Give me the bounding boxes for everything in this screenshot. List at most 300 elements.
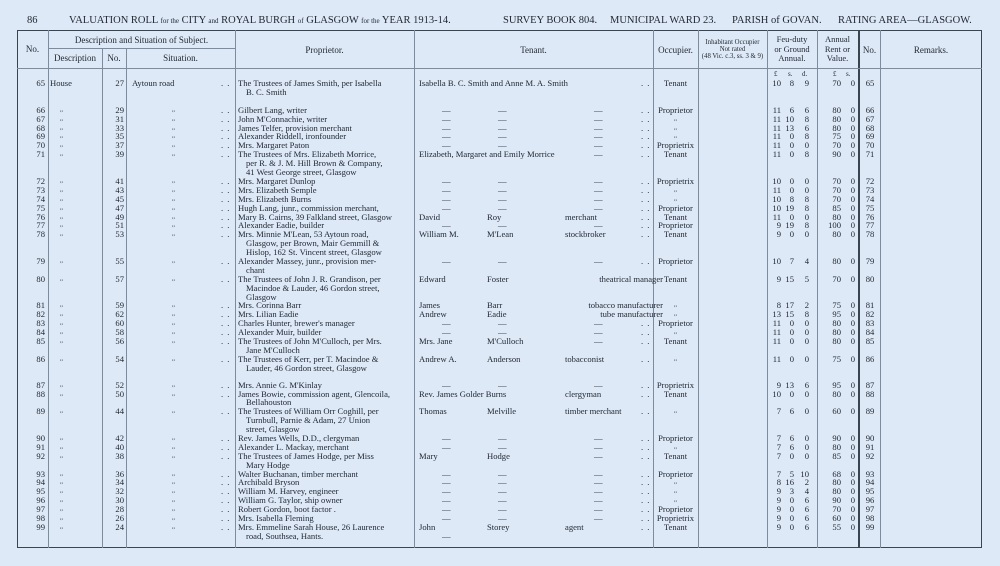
description: ,, bbox=[60, 338, 63, 345]
situation-dots: . . bbox=[221, 441, 231, 452]
street-number: 50 bbox=[115, 388, 124, 399]
header-line: Value. bbox=[826, 53, 849, 63]
tenant-dots: . . bbox=[641, 406, 651, 417]
rent-pounds: 85 bbox=[832, 202, 841, 213]
header-line: or Ground bbox=[774, 43, 810, 54]
tenant-occupation: — bbox=[594, 202, 603, 213]
page-number: 86 bbox=[27, 15, 38, 26]
situation-dots: . . bbox=[221, 486, 231, 497]
table-row bbox=[17, 257, 982, 275]
feu-pence: 0 bbox=[804, 336, 809, 347]
rent-shillings: 0 bbox=[850, 432, 855, 443]
feu-pounds: 11 bbox=[772, 211, 781, 222]
situation-dots: . . bbox=[221, 149, 231, 160]
feu-shillings: 0 bbox=[789, 140, 794, 151]
street-number: 54 bbox=[115, 353, 124, 364]
tenant-dots: . . bbox=[641, 353, 651, 364]
rent-shillings: 0 bbox=[850, 450, 855, 461]
proprietor-line: Mary B. Cairns, 39 Falkland street, Glasgow bbox=[238, 211, 392, 222]
entry-number: 88 bbox=[36, 388, 45, 399]
tenant-dots: . . bbox=[641, 229, 651, 240]
feu-pence: 2 bbox=[804, 300, 809, 311]
tenant-surname: — bbox=[498, 486, 507, 497]
rent-shillings: 0 bbox=[850, 336, 855, 347]
occupier: Tenant bbox=[663, 211, 688, 222]
rent-shillings: 0 bbox=[850, 300, 855, 311]
occupier: ,, bbox=[674, 443, 677, 450]
street-number: 41 bbox=[115, 175, 124, 186]
feu-pence: 6 bbox=[804, 521, 809, 532]
tenant-dots: . . bbox=[641, 122, 651, 133]
proprietor-line: Mary Hodge bbox=[246, 459, 290, 470]
feu-pounds: 11 bbox=[772, 353, 781, 364]
situation: ,, bbox=[172, 523, 175, 530]
feu-pence: 0 bbox=[804, 441, 809, 452]
entry-number-right: 98 bbox=[865, 513, 875, 524]
street-number: 29 bbox=[115, 104, 124, 115]
street-number: 33 bbox=[115, 122, 124, 133]
entry-number: 79 bbox=[36, 255, 45, 266]
feu-shillings: 0 bbox=[789, 336, 794, 347]
proprietor-line: Alexander Riddell, ironfounder bbox=[238, 131, 347, 142]
entry-number-right: 74 bbox=[865, 193, 875, 204]
title-part: and bbox=[208, 17, 219, 25]
description: ,, bbox=[60, 302, 63, 309]
situation-dots: . . bbox=[221, 175, 231, 186]
proprietor bbox=[238, 390, 414, 408]
proprietor-line: The Trustees of James Hodge, per Miss bbox=[238, 450, 374, 461]
situation-dots: . . bbox=[221, 122, 231, 133]
occupier: Proprietor bbox=[658, 318, 693, 329]
tenant-dots: . . bbox=[641, 104, 651, 115]
feu-shillings: 3 bbox=[789, 486, 794, 497]
entry-number-right: 94 bbox=[865, 477, 875, 488]
tenant-surname: — bbox=[498, 468, 507, 479]
tenant-surname: — bbox=[498, 202, 507, 213]
feu-pounds: 9 bbox=[776, 504, 781, 515]
situation: ,, bbox=[172, 133, 175, 140]
feu-pounds: 9 bbox=[776, 379, 781, 390]
street-number: 57 bbox=[115, 273, 124, 284]
tenant-first-name: — bbox=[442, 486, 451, 497]
rent-shillings: 0 bbox=[850, 406, 855, 417]
occupier: ,, bbox=[674, 195, 677, 202]
occupier: ,, bbox=[674, 124, 677, 131]
proprietor-line: Macindoe & Lauder, 46 Gordon street, bbox=[246, 282, 380, 293]
feu-pounds: 11 bbox=[772, 113, 781, 124]
street-number: 43 bbox=[115, 184, 124, 195]
tenant-surname: — bbox=[498, 513, 507, 524]
feu-shillings: 15 bbox=[785, 309, 794, 320]
unit-pounds: £ bbox=[774, 70, 778, 78]
tenant-occupation: timber merchant bbox=[565, 406, 622, 417]
tenant-dots: . . bbox=[641, 211, 651, 222]
description: ,, bbox=[60, 186, 63, 193]
rent-pounds: 80 bbox=[832, 122, 841, 133]
tenant-occupation: — bbox=[594, 175, 603, 186]
description: ,, bbox=[60, 434, 63, 441]
proprietor bbox=[238, 355, 414, 373]
street-number: 58 bbox=[115, 327, 124, 338]
situation: ,, bbox=[172, 106, 175, 113]
feu-pence: 6 bbox=[804, 379, 809, 390]
rent-shillings: 0 bbox=[850, 193, 855, 204]
tenant-first-name: Andrew A. bbox=[419, 353, 457, 364]
situation: ,, bbox=[172, 195, 175, 202]
proprietor-line: Mrs. Corinna Barr bbox=[238, 300, 302, 311]
feu-pounds: 10 bbox=[772, 175, 781, 186]
description: ,, bbox=[60, 506, 63, 513]
street-number: 45 bbox=[115, 193, 124, 204]
unit-pounds-rent: £ bbox=[833, 70, 837, 78]
tenant-occupation: — bbox=[594, 327, 603, 338]
tenant-name: Isabella B. C. Smith and Anne M. A. Smith bbox=[419, 78, 568, 88]
valuation-table-body bbox=[17, 79, 982, 541]
tenant-dots: . . bbox=[641, 78, 651, 88]
rent-shillings: 0 bbox=[850, 104, 855, 115]
proprietor-line: Alexander Massey, junr., provision mer- bbox=[238, 255, 377, 266]
street-number: 39 bbox=[115, 149, 124, 160]
entry-number: 78 bbox=[36, 229, 45, 240]
rent-shillings: 0 bbox=[850, 513, 855, 524]
tenant-first-name: — bbox=[442, 327, 451, 338]
tenant-occupation: — bbox=[594, 336, 603, 347]
proprietor-line: Charles Hunter, brewer's manager bbox=[238, 318, 355, 329]
tenant-surname: — bbox=[498, 432, 507, 443]
feu-shillings: 17 bbox=[785, 300, 794, 311]
feu-pounds: 10 bbox=[772, 202, 781, 213]
tenant-first-name: — bbox=[442, 513, 451, 524]
municipal-ward: MUNICIPAL WARD 23. bbox=[610, 15, 717, 26]
situation: ,, bbox=[172, 177, 175, 184]
tenant-occupation: — bbox=[594, 504, 603, 515]
tenant-first-name: Thomas bbox=[419, 406, 447, 417]
rating-area: RATING AREA—GLASGOW. bbox=[838, 15, 972, 26]
tenant-surname: — bbox=[498, 175, 507, 186]
rent-shillings: 0 bbox=[850, 202, 855, 213]
feu-pounds: 11 bbox=[772, 336, 781, 347]
feu-pounds: 7 bbox=[776, 450, 781, 461]
entry-number: 86 bbox=[36, 353, 45, 364]
tenant-first-name: — bbox=[442, 193, 451, 204]
situation-dots: . . bbox=[221, 327, 231, 338]
situation: ,, bbox=[172, 497, 175, 504]
rent-pounds: 80 bbox=[832, 104, 841, 115]
tenant-dots: . . bbox=[641, 432, 651, 443]
proprietor bbox=[238, 523, 414, 541]
header-line: Annual bbox=[824, 34, 851, 44]
rent-pounds: 85 bbox=[832, 450, 841, 461]
entry-number: 67 bbox=[36, 113, 45, 124]
situation: ,, bbox=[172, 443, 175, 450]
rent-pounds: 70 bbox=[832, 78, 841, 88]
tenant-surname: — bbox=[498, 477, 507, 488]
feu-shillings: 0 bbox=[789, 131, 794, 142]
tenant-first-name: Rev. James Golder Burns bbox=[419, 388, 507, 399]
street-number: 36 bbox=[115, 468, 124, 479]
entry-number-right: 88 bbox=[865, 388, 875, 399]
entry-number-right: 75 bbox=[865, 202, 875, 213]
description: ,, bbox=[60, 213, 63, 220]
situation-dots: . . bbox=[221, 104, 231, 115]
rent-pounds: 90 bbox=[832, 495, 841, 506]
proprietor-line: John M'Connachie, writer bbox=[238, 113, 328, 124]
header-rule bbox=[17, 68, 982, 69]
tenant-first-name: William M. bbox=[419, 229, 459, 240]
feu-pence: 0 bbox=[804, 388, 809, 399]
tenant-occupation: clergyman bbox=[565, 388, 602, 399]
rent-pounds: 80 bbox=[832, 441, 841, 452]
feu-pounds: 11 bbox=[772, 140, 781, 151]
situation: ,, bbox=[172, 355, 175, 362]
street-number: 49 bbox=[115, 211, 124, 222]
tenant-first-name: — bbox=[442, 477, 451, 488]
tenant-occupation: — bbox=[594, 220, 603, 231]
tenant-dots: . . bbox=[641, 477, 651, 488]
rent-shillings: 0 bbox=[850, 309, 855, 320]
occupier: ,, bbox=[674, 115, 677, 122]
proprietor bbox=[238, 407, 414, 434]
header-annual-rent bbox=[817, 35, 858, 64]
rent-shillings: 0 bbox=[850, 140, 855, 151]
entry-number: 87 bbox=[36, 379, 45, 390]
title-part: ROYAL BURGH bbox=[221, 15, 296, 26]
tenant-first-name: James bbox=[419, 300, 441, 311]
tenant-dots: . . bbox=[641, 327, 651, 338]
rent-shillings: 0 bbox=[850, 388, 855, 399]
feu-pence: 6 bbox=[804, 513, 809, 524]
situation-dots: . . bbox=[221, 388, 231, 399]
title-part: for the bbox=[160, 17, 180, 25]
entry-number: 82 bbox=[36, 309, 45, 320]
title-part: YEAR 1913-14. bbox=[381, 15, 451, 26]
occupier: Proprietor bbox=[658, 104, 693, 115]
occupier: Proprietor bbox=[658, 432, 693, 443]
rent-shillings: 0 bbox=[850, 318, 855, 329]
tenant-first-name: — bbox=[442, 202, 451, 213]
description: ,, bbox=[60, 320, 63, 327]
entry-number: 98 bbox=[36, 513, 45, 524]
entry-number-right: 92 bbox=[865, 450, 875, 461]
tenant-dots: . . bbox=[641, 495, 651, 506]
tenant-surname: — bbox=[498, 193, 507, 204]
feu-shillings: 15 bbox=[785, 273, 794, 284]
feu-pence: 6 bbox=[804, 504, 809, 515]
entry-number-right: 65 bbox=[865, 78, 875, 88]
street-number: 37 bbox=[115, 140, 124, 151]
description: ,, bbox=[60, 443, 63, 450]
tenant-dots: . . bbox=[641, 184, 651, 195]
feu-pence: 8 bbox=[804, 193, 809, 204]
proprietor bbox=[238, 79, 414, 97]
situation-dots: . . bbox=[221, 495, 231, 506]
situation: ,, bbox=[172, 302, 175, 309]
description: ,, bbox=[60, 523, 63, 530]
description: ,, bbox=[60, 497, 63, 504]
proprietor-line: Alexander Muir, builder bbox=[238, 327, 322, 338]
table-row bbox=[17, 390, 982, 408]
rent-shillings: 0 bbox=[850, 521, 855, 532]
entry-number: 93 bbox=[36, 468, 45, 479]
proprietor-line: Walter Buchanan, timber merchant bbox=[238, 468, 359, 479]
tenant-occupation: — bbox=[594, 184, 603, 195]
entry-number-right: 78 bbox=[865, 229, 875, 240]
rent-pounds: 75 bbox=[832, 131, 841, 142]
street-number: 62 bbox=[115, 309, 124, 320]
street-number: 24 bbox=[115, 521, 124, 532]
divider bbox=[48, 48, 235, 49]
proprietor bbox=[238, 150, 414, 177]
tenant-dots: . . bbox=[641, 441, 651, 452]
rent-pounds: 90 bbox=[832, 432, 841, 443]
proprietor-line: James Telfer, provision merchant bbox=[238, 122, 352, 133]
feu-pounds: 7 bbox=[776, 432, 781, 443]
situation-dots: . . bbox=[221, 211, 231, 222]
situation: ,, bbox=[172, 142, 175, 149]
description: ,, bbox=[60, 452, 63, 459]
header-line: Rent or bbox=[824, 43, 851, 54]
occupier: ,, bbox=[674, 479, 677, 486]
tenant-first-name: John bbox=[419, 521, 436, 532]
street-number: 35 bbox=[115, 131, 124, 142]
entry-number: 80 bbox=[36, 273, 45, 284]
title-part: of bbox=[297, 17, 304, 25]
feu-pence: 0 bbox=[804, 184, 809, 195]
tenant-occupation: — bbox=[594, 113, 603, 124]
proprietor-line: Gilbert Lang, writer bbox=[238, 104, 307, 115]
situation: ,, bbox=[172, 408, 175, 415]
proprietor-line: William G. Taylor, ship owner bbox=[238, 495, 343, 506]
situation: ,, bbox=[172, 381, 175, 388]
rent-pounds: 80 bbox=[832, 211, 841, 222]
tenant-occupation: — bbox=[594, 477, 603, 488]
entry-number-right: 77 bbox=[865, 220, 875, 231]
occupier: Tenant bbox=[663, 450, 688, 461]
tenant-surname: — bbox=[498, 131, 507, 142]
rent-shillings: 0 bbox=[850, 113, 855, 124]
proprietor-line: Hislop, 162 St. Vincent street, Glasgow bbox=[246, 247, 382, 258]
situation-dots: . . bbox=[221, 300, 231, 311]
rent-pounds: 70 bbox=[832, 193, 841, 204]
tenant-occupation: — bbox=[594, 432, 603, 443]
description: ,, bbox=[60, 275, 63, 282]
tenant-occupation: tube manufacturer bbox=[600, 309, 663, 320]
tenant-first-name: — bbox=[442, 432, 451, 443]
proprietor-line: Mrs. Margaret Paton bbox=[238, 140, 310, 151]
tenant-surname: — bbox=[498, 441, 507, 452]
feu-shillings: 8 bbox=[789, 78, 794, 88]
situation-dots: . . bbox=[221, 255, 231, 266]
rent-pounds: 70 bbox=[832, 175, 841, 186]
tenant-occupation: — bbox=[594, 140, 603, 151]
tenant-dots: . . bbox=[641, 193, 651, 204]
rent-shillings: 0 bbox=[850, 477, 855, 488]
rent-pounds: 70 bbox=[832, 184, 841, 195]
tenant-first-name: — bbox=[442, 379, 451, 390]
situation: ,, bbox=[172, 115, 175, 122]
entry-number: 92 bbox=[36, 450, 45, 461]
tenant-dots: . . bbox=[641, 336, 651, 347]
tenant-surname: Melville bbox=[487, 406, 517, 417]
occupier: Tenant bbox=[663, 521, 688, 532]
description: ,, bbox=[60, 142, 63, 149]
description: ,, bbox=[60, 381, 63, 388]
feu-pence: 9 bbox=[804, 78, 809, 88]
situation-dots: . . bbox=[221, 220, 231, 231]
entry-number-right: 90 bbox=[865, 432, 875, 443]
street-number: 44 bbox=[115, 406, 124, 417]
street-number: 34 bbox=[115, 477, 124, 488]
tenant-first-name: — bbox=[442, 113, 451, 124]
occupier: ,, bbox=[674, 488, 677, 495]
description: ,, bbox=[60, 133, 63, 140]
proprietor-line: The Trustees of John J. R. Grandison, per bbox=[238, 273, 381, 284]
rent-pounds: 80 bbox=[832, 327, 841, 338]
occupier: ,, bbox=[674, 355, 677, 362]
entry-number-right: 93 bbox=[865, 468, 875, 479]
unit-shillings: s. bbox=[788, 70, 793, 78]
feu-pounds: 8 bbox=[776, 477, 781, 488]
tenant-surname: Storey bbox=[487, 521, 510, 532]
situation: ,, bbox=[172, 204, 175, 211]
occupier: Proprietor bbox=[658, 220, 693, 231]
header-occupier: Occupier. bbox=[658, 45, 693, 55]
feu-pounds: 13 bbox=[772, 309, 781, 320]
header-line: Inhabitant Occupier bbox=[705, 39, 760, 46]
rent-shillings: 0 bbox=[850, 504, 855, 515]
feu-pounds: 10 bbox=[772, 78, 781, 88]
street-number: 26 bbox=[115, 513, 124, 524]
street-number: 42 bbox=[115, 432, 124, 443]
header-desc-group: Description and Situation of Subject. bbox=[74, 35, 209, 45]
street-number: 32 bbox=[115, 486, 124, 497]
description: ,, bbox=[60, 151, 63, 158]
proprietor-line: 41 West George street, Glasgow bbox=[246, 167, 357, 178]
situation-dots: . . bbox=[221, 504, 231, 515]
entry-number: 81 bbox=[36, 300, 45, 311]
rent-pounds: 70 bbox=[832, 504, 841, 515]
feu-shillings: 0 bbox=[789, 388, 794, 399]
tenant-dots: . . bbox=[641, 318, 651, 329]
entry-number-right: 72 bbox=[865, 175, 875, 186]
proprietor-line: B. C. Smith bbox=[246, 86, 287, 97]
tenant-occupation: — bbox=[594, 513, 603, 524]
occupier: Proprietor bbox=[658, 468, 693, 479]
tenant-surname: — bbox=[498, 122, 507, 133]
feu-pence: 6 bbox=[804, 122, 809, 133]
situation-dots: . . bbox=[221, 193, 231, 204]
situation: ,, bbox=[172, 186, 175, 193]
tenant-surname: Roy bbox=[487, 211, 502, 222]
feu-shillings: 0 bbox=[789, 504, 794, 515]
feu-shillings: 6 bbox=[789, 406, 794, 417]
tenant-first-name: — bbox=[442, 504, 451, 515]
header-tenant: Tenant. bbox=[520, 45, 547, 55]
tenant-line2: — bbox=[442, 530, 451, 541]
tenant-first-name: — bbox=[442, 468, 451, 479]
table-row bbox=[17, 407, 982, 434]
entry-number: 71 bbox=[36, 149, 45, 160]
rent-shillings: 0 bbox=[850, 327, 855, 338]
situation: ,, bbox=[172, 479, 175, 486]
proprietor-line: Glasgow bbox=[246, 291, 277, 302]
rent-pounds: 75 bbox=[832, 300, 841, 311]
situation-dots: . . bbox=[221, 229, 231, 240]
tenant-dots: . . bbox=[641, 388, 651, 399]
tenant-occupation: — bbox=[594, 255, 603, 266]
header-line: (48 Vic. c.3, ss. 3 & 9) bbox=[701, 53, 764, 60]
situation: Aytoun road bbox=[132, 78, 175, 88]
